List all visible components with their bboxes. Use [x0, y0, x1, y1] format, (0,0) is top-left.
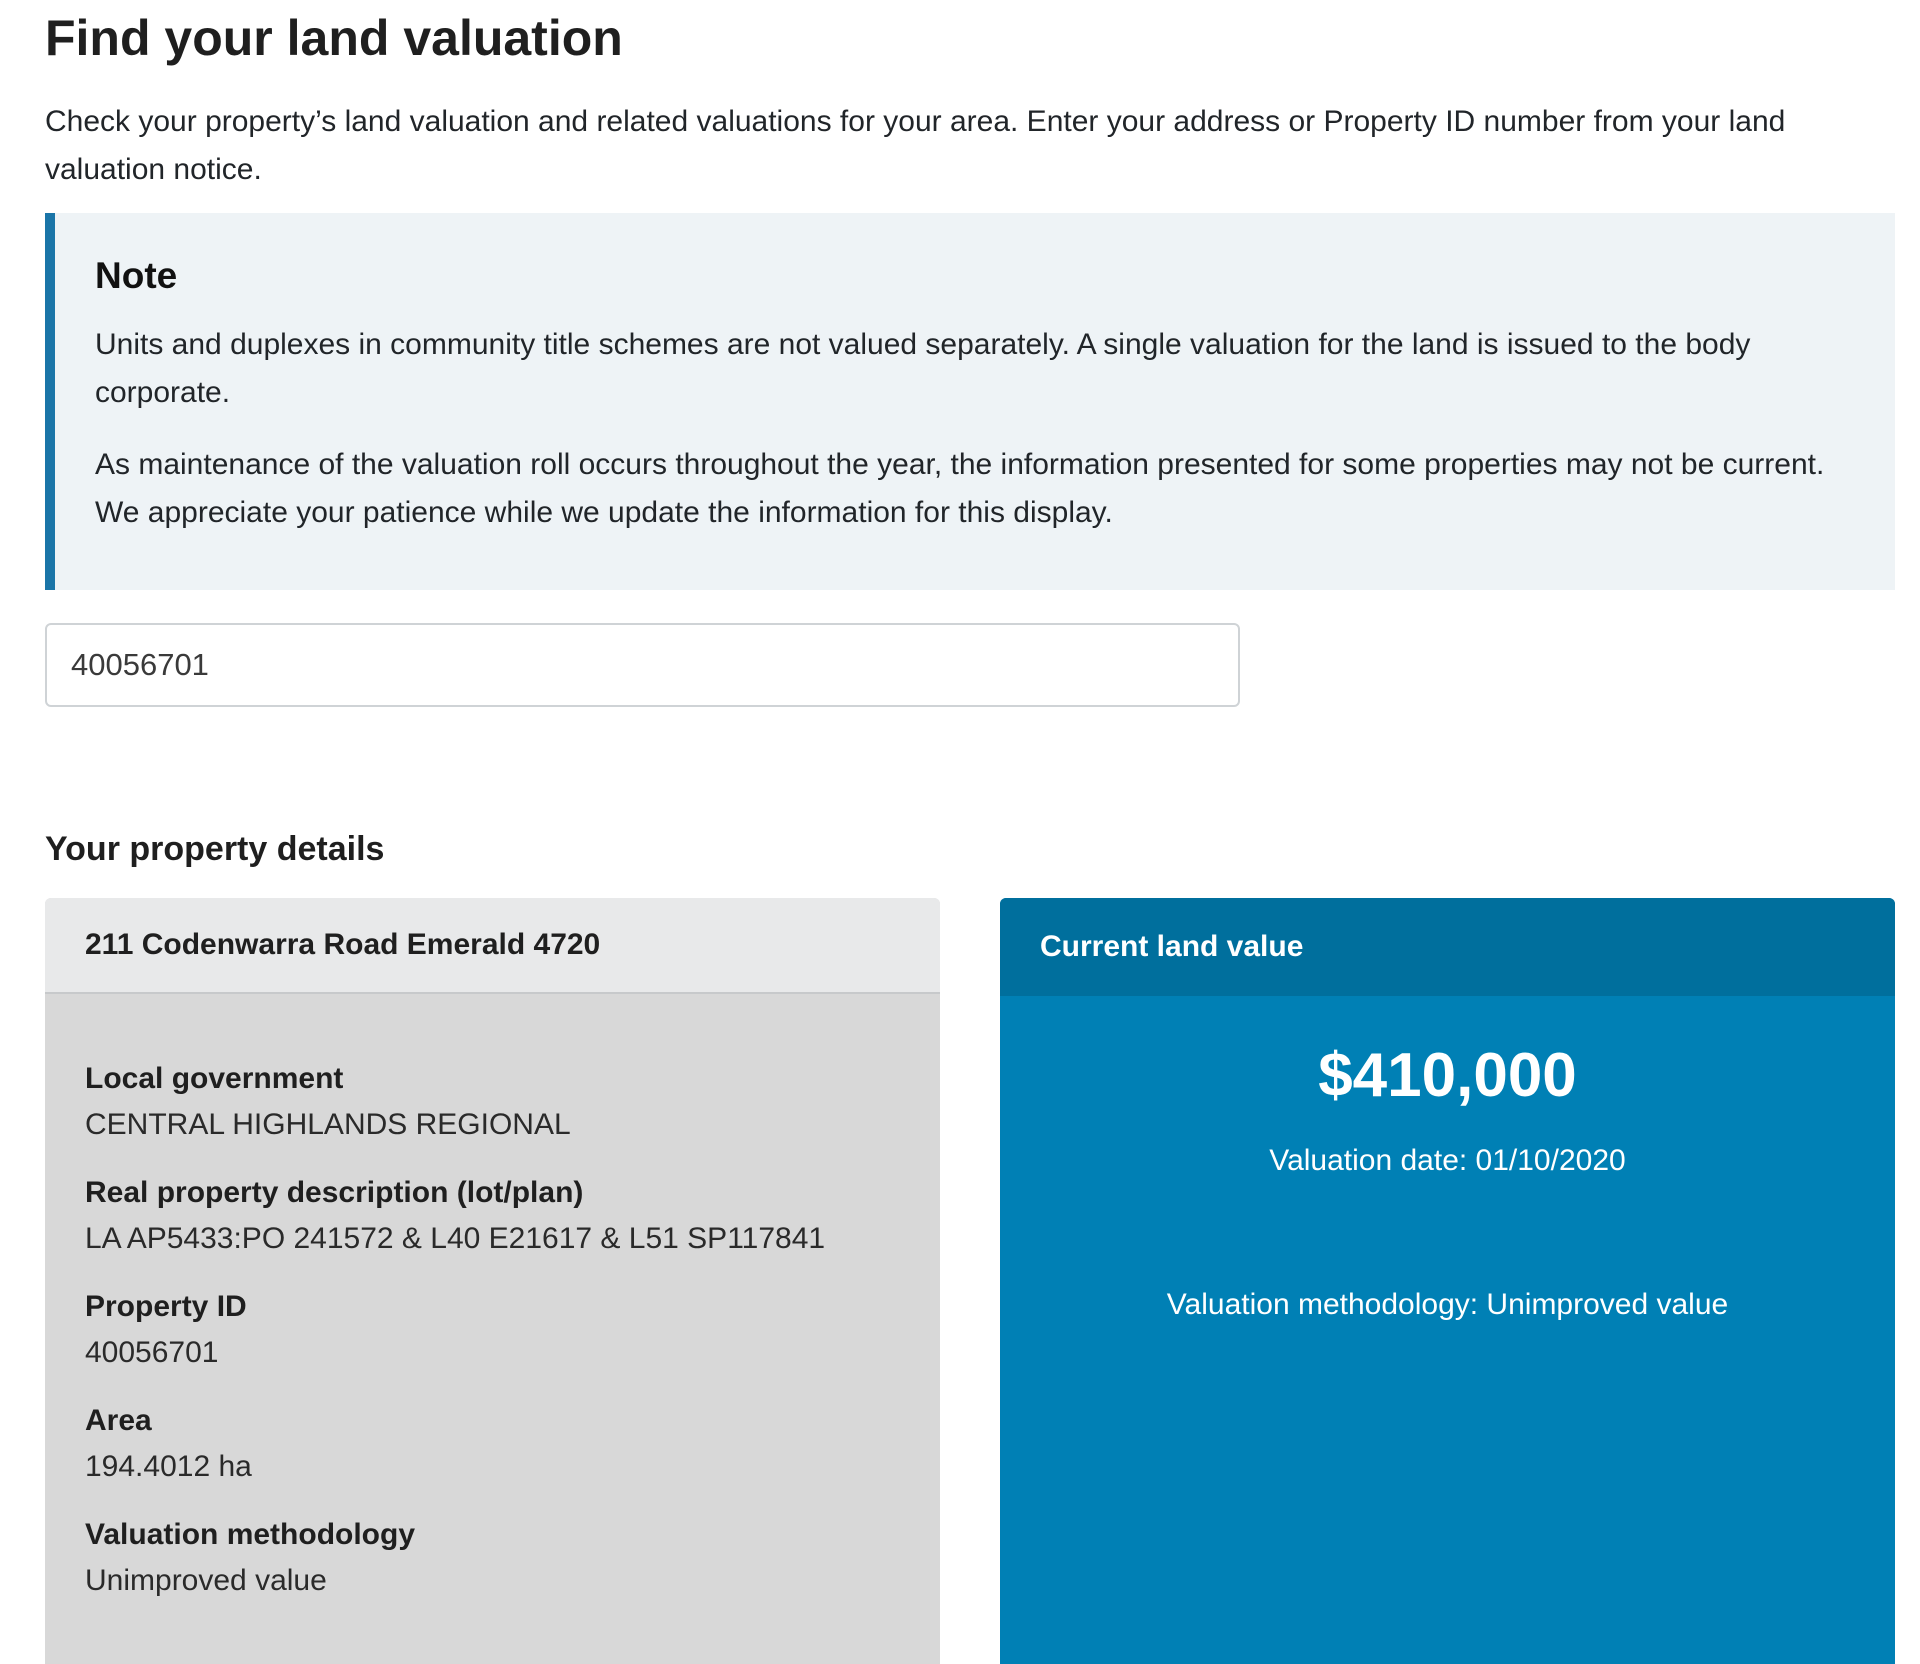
note-paragraph: As maintenance of the valuation roll occurs throughout the year, the information presented for some properties may not be current. We appreciate your patience while we update the information for this display. [95, 448, 1825, 529]
valuation-methodology: Valuation methodology: Unimproved value [1166, 1288, 1729, 1321]
current-land-value-card [1000, 898, 1895, 1664]
field-value: CENTRAL HIGHLANDS REGIONAL [85, 1108, 571, 1141]
property-details-body [45, 994, 940, 1604]
field-value: 194.4012 ha [85, 1450, 252, 1483]
field-area [85, 1398, 900, 1490]
property-address: 211 Codenwarra Road Emerald 4720 [45, 898, 940, 994]
note-heading: Note [95, 255, 178, 296]
field-value: 40056701 [85, 1336, 219, 1369]
field-label: Real property description (lot/plan) [85, 1176, 584, 1209]
page-content [45, 0, 1895, 1597]
note-callout [45, 213, 1895, 590]
current-land-value-header: Current land value [1000, 898, 1895, 996]
field-label: Local government [85, 1062, 344, 1095]
property-details-card [45, 898, 940, 1664]
land-value-amount: $410,000 [1318, 1041, 1577, 1110]
field-label: Property ID [85, 1290, 247, 1323]
property-details-heading: Your property details [45, 830, 385, 868]
page-intro: Check your property’s land valuation and related valuations for your area. Enter your address or Property ID number from your land valuation notice. [45, 105, 1786, 186]
note-paragraph: Units and duplexes in community title schemes are not valued separately. A single valuation for the land is issued to the body corporate. [95, 328, 1751, 409]
field-property-id [85, 1284, 900, 1376]
field-label: Area [85, 1404, 152, 1437]
field-value: LA AP5433:PO 241572 & L40 E21617 & L51 SP117841 [85, 1222, 826, 1255]
field-valuation-methodology [85, 1512, 900, 1604]
field-label: Valuation methodology [85, 1518, 416, 1551]
address-search-input[interactable] [45, 623, 1240, 707]
valuation-date: Valuation date: 01/10/2020 [1269, 1144, 1626, 1177]
page-title: Find your land valuation [45, 10, 623, 66]
field-local-government [85, 1056, 900, 1148]
field-real-property-description [85, 1170, 900, 1262]
field-value: Unimproved value [85, 1564, 327, 1597]
